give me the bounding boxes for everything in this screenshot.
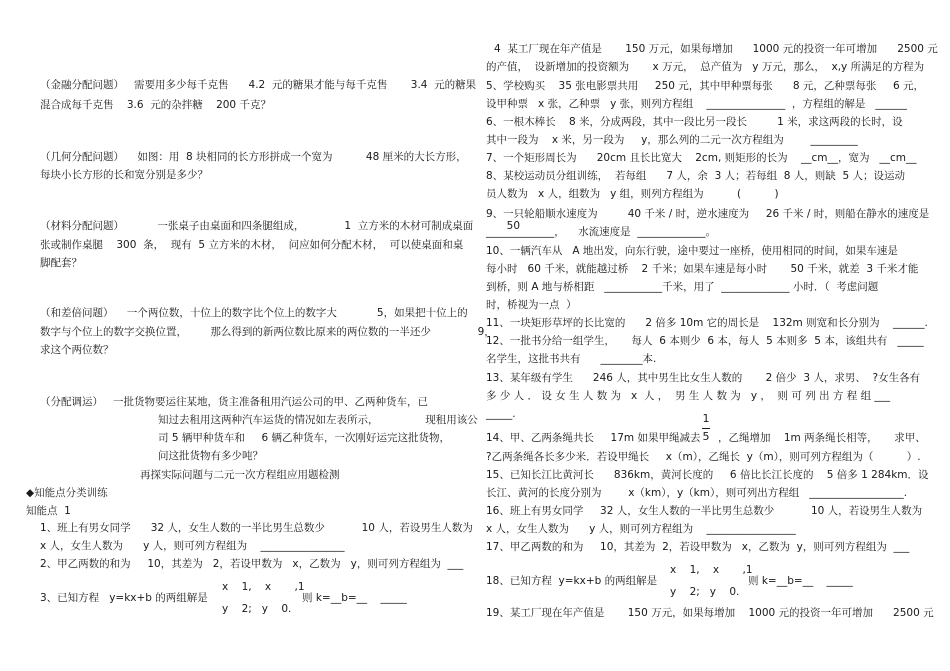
q14-fraction-numerator: 1 <box>702 412 710 425</box>
q18-system-top: x 1, x ,1 <box>670 564 753 576</box>
q10-line1: 10、一辆汽车从 A 地出发，向东行驶，途中要过一座桥，使用相同的时间，如果车速是 <box>486 245 898 257</box>
q18-system-bottom: y 2; y 0. <box>670 586 740 598</box>
problem-geometry-line2: 每块小长方形的长和宽分别是多少？ <box>40 169 208 181</box>
q16-line2: x 人，女生人数为 y 人，则可列方程组为 _________________ <box>486 523 796 535</box>
q6-line2: 其中一段为 x 米，另一段为 y，那么列的二元一次方程组为 _________ <box>486 134 858 146</box>
problem-sumdiff-line3: 求这个两位数？ <box>40 344 114 356</box>
problem-transport-line3: 司 5 辆甲种货车和 6 辆乙种货车，一次刚好运完这批货物， <box>158 432 451 444</box>
problem-geometry-line1: （几何分配问题） 如图：用 8 块相同的长方形拼成一个宽为 48 厘米的大长方形， <box>40 151 467 163</box>
q8-line1: 8、某校运动员分组训练， 若每组 7 人，余 3 人；若每组 8 人，则缺 5 人；设运动 <box>486 170 905 182</box>
q8-line2: 员人数为 x 人，组数为 y 组，则列方程组为 ( ) <box>486 188 779 200</box>
q18-answer: 则 k=__b=__ _____ <box>748 575 853 587</box>
problem-finance-line2: 混合成每千克售 3.6 元的杂拌糖 200 千克？ <box>40 99 271 111</box>
q16-line1: 16、班上有男女同学 32 人，女生人数的一半比男生总数少 10 人，若设男生人数为 <box>486 505 923 517</box>
q9-line2: _____________， 水流速度是 _____________。 <box>486 226 717 238</box>
q13-line3: _____. <box>486 408 516 420</box>
q14-fraction-bar <box>702 428 710 429</box>
q13-line2: 多 少 人 ． 设 女 生 人 数 为 x 人 ， 男 生 人 数 为 y ， 则 可 列 出 方 程 组 ___ <box>486 390 891 402</box>
q17-line1: 17、甲乙两数的和为 10，其差为 2，若设甲数为 x，乙数为 y，则可列方程组为 ___ <box>486 541 910 553</box>
q14-line1-b: ，乙绳增加 1m 两条绳长相等， 求甲、 <box>718 432 926 444</box>
q5-line1: 5、学校购买 35 张电影票共用 250 元，其中甲种票每张 8 元，乙种票每张 6 元， <box>486 80 925 92</box>
problem-sumdiff-line1: （和差倍问题） 一个两位数，十位上的数字比个位上的数字大 5，如果把十位上的 <box>40 307 468 319</box>
q3-answer: 则 k=__b=__ _____ <box>302 592 407 604</box>
q14-line2: ?乙两条绳各长多少米．若设甲绳长 x（m），乙绳长 y（m），则可列方程组为（ ）. <box>486 451 921 463</box>
q10-line2: 每小时 60 千米，就能越过桥 2 千米；如果车速是每小时 50 千米，就差 3 千米才能 <box>486 263 919 275</box>
q4-line1: 4 某工厂现在年产值是 150 万元，如果每增加 1000 元的投资一年可增加 2500 元 <box>494 43 938 55</box>
q12-line2: 名学生，这批书共有 ________本. <box>486 353 657 365</box>
q15-line1: 15、已知长江比黄河长 836km，黄河长度的 6 倍比长江长度的 5 倍多 1 284km．设 <box>486 469 929 481</box>
q4-line2: 的产值， 设新增加的投资额为 x 万元， 总产值为 y 万元，那么， x,y 所满足的方程为 <box>486 61 925 73</box>
problem-transport-line4: 问这批货物有多少吨？ <box>158 450 263 462</box>
q9-line1: 9、一只轮船顺水速度为 40 千米 / 时，逆水速度为 26 千米 / 时，则船在静水的速度是 <box>486 208 930 220</box>
problem-material-line3: 脚配套？ <box>40 257 82 269</box>
problem-sumdiff-line2: 数字与个位上的数字交换位置， 那么得到的新两位数比原来的两位数的一半还少 9， <box>40 326 495 338</box>
problem-transport-line1: （分配调运） 一批货物要运往某地，货主准备租用汽运公司的甲、乙两种货车，已 <box>40 396 429 408</box>
q12-line1: 12、一批书分给一组学生， 每人 6 本则少 6 本，每人 5 本则多 5 本，该组共有 _____ <box>486 335 924 347</box>
q19-line1: 19、某工厂现在年产值是 150 万元，如果每增加 1000 元的投资一年可增加 2500 元 <box>486 607 934 619</box>
q1-line2: x 人，女生人数为 y 人，则可列方程组为 ________________ <box>40 540 345 552</box>
section-heading: ◆知能点分类训练 <box>26 487 108 499</box>
q15-line2: 长江、黄河的长度分别为 x（km），y（km），则可列出方程组 __________________. <box>486 487 908 499</box>
q7-line1: 7、一个矩形周长为 20cm 且长比宽大 2cm, 则矩形的长为 __cm__，宽为 __cm__ <box>486 152 917 164</box>
problem-material-line2: 张或制作桌腿 300 条， 现有 5 立方米的木材， 问应如何分配木材， 可以使桌面和桌 <box>40 239 464 251</box>
knowledge-point-label: 知能点 1 <box>26 505 71 517</box>
q18-prefix: 18、已知方程 y=kx+b 的两组解是 <box>486 575 658 587</box>
problem-finance-line1: （金融分配问题） 需要用多少每千克售 4.2 元的糖果才能与每千克售 3.4 元的糖果 <box>40 79 477 91</box>
q10-line3: 到桥，则 A 地与桥相距 ___________千米，用了 _____________ 小时．（ 考虑问题 <box>486 281 879 293</box>
q11-line1: 11、一块矩形草坪的长比宽的 2 倍多 10m 它的周长是 132m 则宽和长分别为 ______. <box>486 317 928 329</box>
q3-prefix: 3、已知方程 y=kx+b 的两组解是 <box>40 592 208 604</box>
q3-system-bottom: y 2; y 0. <box>222 603 292 615</box>
q6-line1: 6、一根木棒长 8 米，分成两段，其中一段比另一段长 1 米，求这两段的长时，设 <box>486 116 903 128</box>
q14-fraction-denominator: 5 <box>702 430 710 443</box>
q1-line1: 1、班上有男女同学 32 人，女生人数的一半比男生总数少 10 人，若设男生人数为 <box>40 522 473 534</box>
q2-line1: 2、甲乙两数的和为 10，其差为 2，若设甲数为 x，乙数为 y，则可列方程组为 ___ <box>40 558 464 570</box>
q14-line1-a: 14、甲、乙两条绳共长 17m 如果甲绳减去 <box>486 432 701 444</box>
q13-line1: 13、某年级有学生 246 人，其中男生比女生人数的 2 倍少 3 人，求男、 ?女生各有 <box>486 372 921 384</box>
problem-transport-line2: 知过去租用这两种汽车运货的情况如左表所示， 现租用该公 <box>158 414 478 426</box>
section-title: 再探实际问题与二元一次方程组应用题检测 <box>140 469 340 481</box>
q3-system-top: x 1, x ,1 <box>222 581 305 593</box>
q5-line2: 设甲种票 x 张，乙种票 y 张，则列方程组 _______________ ，方程组的解是 ______ <box>486 98 907 110</box>
problem-material-line1: （材料分配问题） 一张桌子由桌面和四条腿组成， 1 立方米的木材可制成桌面 50 <box>40 220 521 232</box>
q10-line4: 时，桥视为一点 ） <box>486 299 577 311</box>
right-column <box>474 0 950 671</box>
